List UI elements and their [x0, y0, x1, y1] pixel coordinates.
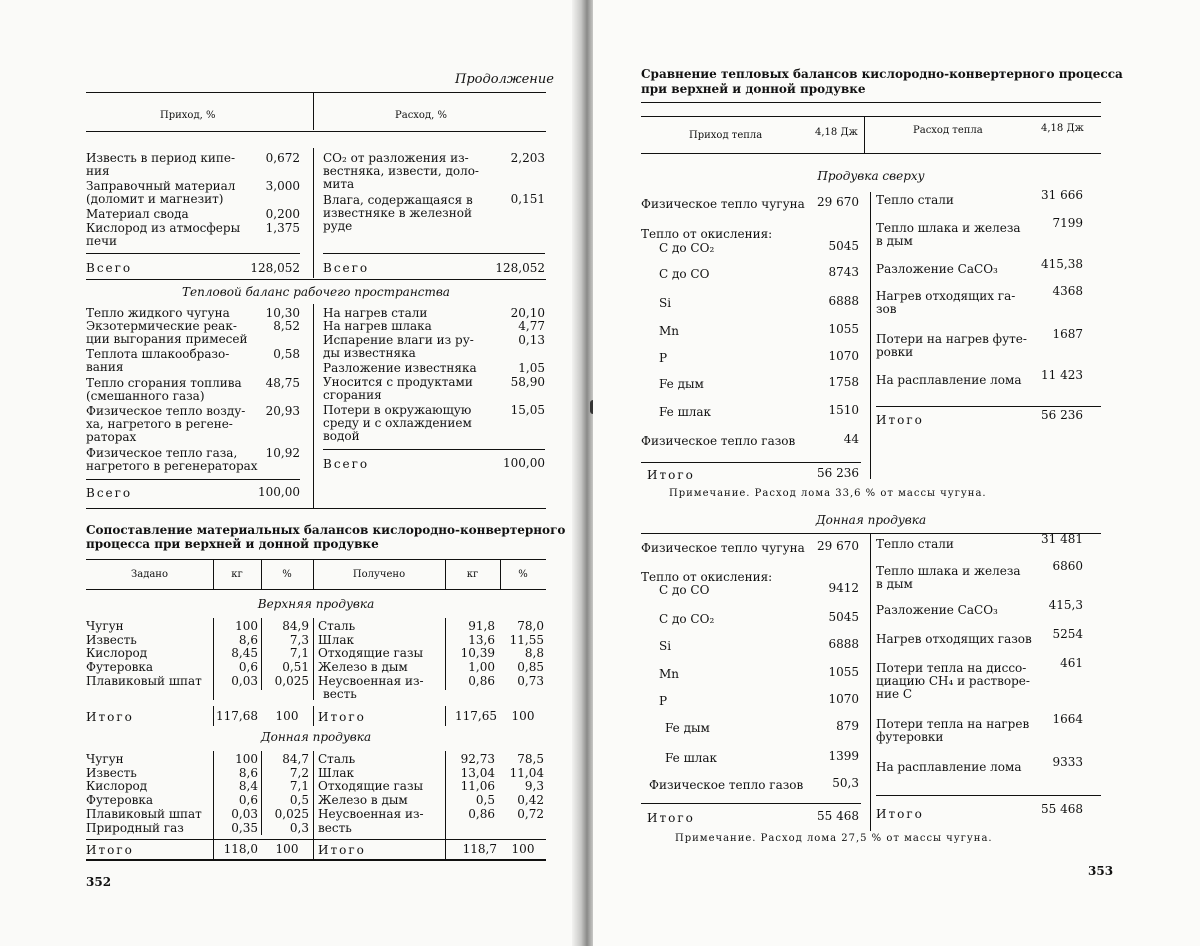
total-value: 118,7 [462, 842, 497, 856]
text-line: ха, нагретого в регене- [86, 417, 233, 431]
text-line: известняке в железной [323, 206, 472, 220]
text-line: Физическое тепло газа, [86, 446, 238, 460]
value: 2,203 [510, 151, 545, 165]
mass-in: 8,6 [238, 632, 258, 647]
material-out: Железо в дым [318, 660, 408, 675]
income-item: Итого [647, 811, 695, 825]
left-page [0, 0, 583, 946]
rule [86, 279, 546, 280]
text-line: Потери в окружающую [323, 403, 472, 417]
mass-in: 100 [235, 619, 258, 633]
income-value: 1055 [828, 322, 859, 336]
income-value: 1070 [828, 349, 859, 363]
header-income: Приход, % [160, 110, 216, 121]
rule [86, 589, 546, 590]
text-line: сгорания [323, 388, 382, 402]
percent-out: 11,55 [509, 632, 544, 647]
mass-out: 13,04 [460, 765, 495, 780]
material-in: Известь [86, 765, 137, 780]
column-header: кг [466, 569, 479, 580]
total-label: Итого [318, 843, 366, 857]
percent-in: 7,3 [289, 632, 309, 647]
income-item: Fe дым [659, 377, 704, 391]
text-line: нагретого в регенераторах [86, 459, 258, 473]
income-item: Fe шлак [659, 405, 712, 419]
income-value: 29 670 [817, 539, 859, 553]
income-item: P [659, 351, 668, 365]
rule [323, 449, 545, 450]
material-in: Кислород [86, 779, 148, 794]
note: Примечание. Расход лома 33,6 % от массы чугуна. [669, 488, 987, 499]
percent-out: 9,3 [524, 779, 544, 794]
text-line: ции выгорания примесей [86, 332, 248, 346]
rule [86, 508, 546, 509]
rule [86, 859, 546, 861]
rule [641, 153, 1101, 154]
total-label: Итого [318, 710, 366, 724]
column-header: кг [231, 569, 243, 580]
text-line: (смешанного газа) [86, 389, 205, 403]
rule [313, 706, 314, 726]
expense-item: На расплавление лома [876, 760, 1022, 774]
expense-item: Нагрев отходящих газов [876, 632, 1032, 646]
income-value: 55 468 [817, 809, 859, 823]
section-title: Продувка сверху [817, 169, 925, 183]
header-expense: Расход тепла [913, 125, 983, 136]
income-item: Fe дым [665, 721, 710, 735]
expense-value: 31 666 [1041, 188, 1083, 202]
text-line: Экзотермические реак- [86, 319, 237, 333]
column-header: Получено [352, 569, 406, 580]
continuation-label: Продолжение [455, 72, 554, 87]
material-out: Железо в дым [318, 793, 408, 808]
total-label: Всего [323, 457, 370, 471]
text-line: (доломит и магнезит) [86, 192, 224, 206]
expense-item: Потери на нагрев футе- [876, 332, 1027, 346]
total-label: Всего [86, 261, 133, 275]
material-in: Плавиковый шпат [86, 806, 202, 821]
text-line: мита [323, 177, 355, 191]
percent-in: 7,1 [289, 779, 309, 794]
rule [313, 618, 314, 700]
mass-out: 0,86 [468, 673, 495, 688]
mass-out: 92,73 [460, 752, 495, 766]
income-item: Физическое тепло газов [641, 434, 796, 448]
column-header: Задано [131, 569, 168, 580]
total-value: 100,00 [503, 456, 545, 470]
expense-value: 4368 [1052, 284, 1083, 298]
table-title: процесса при верхней и донной продувке [86, 537, 379, 551]
total-value: 100 [275, 842, 299, 856]
material-out: Неусвоенная из- [318, 673, 424, 688]
text-line: На нагрев стали [323, 306, 428, 320]
material-in: Футеровка [86, 660, 154, 675]
value: 0,151 [510, 192, 545, 206]
expense-item: Тепло шлака и железа [876, 221, 1021, 235]
mass-out: 91,8 [468, 619, 495, 633]
expense-value: 1687 [1052, 327, 1083, 341]
value: 0,58 [273, 347, 300, 361]
page-number: 353 [1088, 864, 1114, 878]
right-page [593, 0, 1200, 946]
text-line: На нагрев шлака [323, 319, 432, 333]
income-item: Si [659, 296, 672, 310]
rule [86, 839, 546, 840]
income-value: 5045 [828, 239, 859, 253]
value: 0,200 [265, 207, 300, 221]
material-in: Чугун [86, 619, 124, 633]
expense-item: ние C [876, 687, 913, 701]
expense-value: 1664 [1052, 712, 1083, 726]
expense-item: ровки [876, 345, 914, 359]
percent-in: 0,51 [282, 660, 309, 675]
rule [641, 462, 861, 463]
expense-item: Итого [876, 413, 924, 427]
table-title: Сравнение тепловых балансов кислородно-конвертерного процесса [641, 67, 1123, 81]
expense-value: 415,3 [1048, 598, 1083, 612]
material-in: Плавиковый шпат [86, 673, 202, 688]
income-item: Физическое тепло чугуна [641, 541, 805, 555]
text-line: вестняка, извести, доло- [323, 164, 479, 178]
total-value: 100 [511, 709, 535, 723]
expense-item: Нагрев отходящих га- [876, 289, 1016, 303]
rule [876, 795, 1101, 796]
total-value: 100,00 [258, 485, 300, 499]
income-item: Физическое тепло газов [649, 778, 804, 792]
mass-out: 13,6 [468, 632, 495, 647]
income-item: С до CO [659, 583, 710, 597]
rule [313, 93, 314, 130]
income-value: 1055 [828, 665, 859, 679]
rule [313, 304, 314, 508]
expense-item: в дым [876, 234, 913, 248]
material-out: Отходящие газы [318, 646, 424, 661]
total-value: 128,052 [495, 261, 545, 275]
mass-in: 0,03 [231, 806, 258, 821]
expense-value: 5254 [1052, 627, 1083, 641]
expense-item: Тепло стали [876, 193, 954, 207]
expense-item: На расплавление лома [876, 373, 1022, 387]
expense-item: футеровки [876, 730, 944, 744]
text-line: среду и с охлаждением [323, 416, 472, 430]
income-value: 1758 [828, 375, 859, 389]
income-value: 9412 [828, 581, 859, 595]
expense-value: 461 [1060, 656, 1083, 670]
percent-out: 78,5 [517, 752, 544, 766]
total-label: Всего [86, 486, 133, 500]
value: 58,90 [510, 375, 545, 389]
percent-out: 0,72 [517, 806, 544, 821]
table-title: Сопоставление материальных балансов кислородно-конвертерного [86, 523, 566, 537]
percent-out: 8,8 [524, 646, 544, 661]
percent-in: 84,7 [282, 752, 309, 766]
material-in: Кислород [86, 646, 148, 661]
value: 48,75 [265, 376, 300, 390]
rule [870, 534, 871, 831]
expense-value: 11 423 [1041, 368, 1083, 382]
rule [864, 117, 865, 153]
material-out: весть [318, 820, 352, 835]
total-label: Итого [86, 710, 134, 724]
text-line: Разложение известняка [323, 361, 477, 375]
expense-item: Потери тепла на диссо- [876, 661, 1027, 675]
rule [870, 192, 871, 479]
percent-out: 11,04 [509, 765, 544, 780]
mass-out: 0,86 [468, 806, 495, 821]
material-in: Природный газ [86, 820, 184, 835]
material-in: Футеровка [86, 793, 154, 808]
value: 4,77 [518, 319, 545, 333]
income-value: 5045 [828, 610, 859, 624]
rule [313, 148, 314, 278]
expense-item: Разложение CaCO₃ [876, 603, 998, 617]
income-value: 44 [843, 432, 859, 446]
income-value: 29 670 [817, 195, 859, 209]
mass-in: 8,45 [231, 646, 258, 661]
text-line: CO₂ от разложения из- [323, 151, 469, 165]
value: 3,000 [265, 179, 300, 193]
expense-value: 55 468 [1041, 802, 1083, 816]
section-title: Верхняя продувка [257, 597, 375, 611]
material-out: Отходящие газы [318, 779, 424, 794]
header-unit: 4,18 Дж [1041, 123, 1084, 134]
income-item: Mn [659, 324, 680, 338]
expense-item: Итого [876, 807, 924, 821]
text-line: Известь в период кипе- [86, 151, 236, 165]
mass-out: 10,39 [460, 646, 495, 661]
note: Примечание. Расход лома 27,5 % от массы чугуна. [675, 833, 993, 844]
column-header: % [282, 569, 292, 580]
material-out: Сталь [318, 619, 356, 633]
mass-in: 0,03 [231, 673, 258, 688]
page-number: 352 [86, 875, 112, 889]
income-item: С до CO [659, 267, 710, 281]
mass-in: 100 [235, 752, 258, 766]
mass-out: 0,5 [475, 793, 495, 808]
text-line: Испарение влаги из ру- [323, 333, 474, 347]
section-title: Тепловой баланс рабочего пространства [182, 285, 450, 299]
value: 1,05 [518, 361, 545, 375]
material-in: Чугун [86, 752, 124, 766]
material-out: Шлак [318, 632, 354, 647]
rule [313, 751, 314, 859]
text-line: Тепло жидкого чугуна [86, 306, 230, 320]
value: 1,375 [265, 221, 300, 235]
percent-in: 7,1 [289, 646, 309, 661]
material-out: Шлак [318, 765, 354, 780]
income-item: P [659, 694, 668, 708]
text-line: Заправочный материал [86, 179, 236, 193]
rule [876, 406, 1101, 407]
value: 0,13 [518, 333, 545, 347]
income-value: 1399 [828, 749, 859, 763]
text-line: раторах [86, 430, 137, 444]
section-title: Донная продувка [260, 730, 372, 744]
expense-item: Тепло стали [876, 537, 954, 551]
expense-item: Тепло шлака и железа [876, 564, 1021, 578]
income-item: С до CO₂ [659, 241, 715, 255]
rule [323, 253, 545, 254]
text-line: Теплота шлакообразо- [86, 347, 230, 361]
text-line: Физическое тепло возду- [86, 404, 246, 418]
income-value: 50,3 [832, 776, 859, 790]
header-unit: 4,18 Дж [815, 127, 858, 138]
text-line: руде [323, 219, 353, 233]
mass-in: 0,35 [231, 820, 258, 835]
expense-item: зов [876, 302, 897, 316]
mass-in: 8,4 [238, 779, 258, 794]
total-value: 117,68 [216, 709, 258, 723]
text-line: водой [323, 429, 360, 443]
material-out: Сталь [318, 752, 356, 766]
value: 0,672 [265, 151, 300, 165]
expense-item: в дым [876, 577, 913, 591]
percent-in: 7,2 [289, 765, 309, 780]
value: 20,93 [265, 404, 300, 418]
total-label: Всего [323, 261, 370, 275]
text-line: весть [323, 687, 357, 701]
income-value: 879 [836, 719, 859, 733]
expense-value: 9333 [1052, 755, 1083, 769]
total-value: 117,65 [455, 709, 497, 723]
expense-value: 7199 [1052, 216, 1083, 230]
text-line: Кислород из атмосферы [86, 221, 241, 235]
percent-out: 78,0 [517, 619, 544, 633]
value: 10,30 [265, 306, 300, 320]
income-item: Si [659, 639, 672, 653]
expense-item: Разложение CaCO₃ [876, 262, 998, 276]
value: 8,52 [273, 319, 300, 333]
income-value: 1510 [828, 403, 859, 417]
value: 15,05 [510, 403, 545, 417]
income-item: Mn [659, 667, 680, 681]
rule [641, 116, 1101, 117]
percent-out: 0,85 [517, 660, 544, 675]
income-item: Физическое тепло чугуна [641, 197, 805, 211]
column-header: % [518, 569, 528, 580]
text-line: Уносится с продуктами [323, 375, 473, 389]
rule [641, 102, 1101, 103]
percent-in: 84,9 [282, 619, 309, 633]
income-item: Итого [647, 468, 695, 482]
material-out: Неусвоенная из- [318, 806, 424, 821]
total-value: 118,0 [223, 842, 258, 856]
text-line: Влага, содержащаяся в [323, 193, 473, 207]
income-value: 6888 [828, 637, 859, 651]
income-item: С до CO₂ [659, 612, 715, 626]
header-income: Приход тепла [689, 130, 763, 141]
expense-value: 31 481 [1041, 532, 1083, 546]
total-label: Итого [86, 843, 134, 857]
percent-in: 0,3 [289, 820, 309, 835]
percent-in: 0,025 [274, 806, 309, 821]
total-value: 100 [511, 842, 535, 856]
text-line: ды известняка [323, 346, 416, 360]
value: 20,10 [510, 306, 545, 320]
text-line: печи [86, 234, 118, 248]
income-item: Тепло от окисления: [641, 227, 773, 241]
rule [86, 92, 546, 93]
income-item: Fe шлак [665, 751, 718, 765]
expense-item: Потери тепла на нагрев [876, 717, 1030, 731]
value: 10,92 [265, 446, 300, 460]
mass-in: 0,6 [238, 660, 258, 675]
rule [86, 559, 546, 560]
mass-in: 8,6 [238, 765, 258, 780]
income-item: Тепло от окисления: [641, 570, 773, 584]
mass-out: 11,06 [460, 779, 495, 794]
material-in: Известь [86, 632, 137, 647]
income-value: 8743 [828, 265, 859, 279]
income-value: 1070 [828, 692, 859, 706]
percent-in: 0,5 [289, 793, 309, 808]
percent-in: 0,025 [274, 673, 309, 688]
expense-item: циацию CH₄ и растворе- [876, 674, 1030, 688]
expense-value: 415,38 [1041, 257, 1083, 271]
text-line: ния [86, 164, 110, 178]
text-line: вания [86, 360, 124, 374]
header-expense: Расход, % [395, 110, 447, 121]
text-line: Тепло сгорания топлива [86, 376, 242, 390]
rule [86, 131, 546, 132]
text-line: Материал свода [86, 207, 189, 221]
expense-value: 6860 [1052, 559, 1083, 573]
table-title: при верхней и донной продувке [641, 82, 866, 96]
rule [641, 803, 861, 804]
income-value: 6888 [828, 294, 859, 308]
rule [86, 479, 300, 480]
percent-out: 0,73 [517, 673, 544, 688]
total-value: 128,052 [250, 261, 300, 275]
mass-out: 1,00 [468, 660, 495, 675]
mass-in: 0,6 [238, 793, 258, 808]
total-value: 100 [275, 709, 299, 723]
expense-value: 56 236 [1041, 408, 1083, 422]
section-title: Донная продувка [815, 513, 927, 527]
percent-out: 0,42 [517, 793, 544, 808]
income-value: 56 236 [817, 466, 859, 480]
rule [86, 253, 300, 254]
